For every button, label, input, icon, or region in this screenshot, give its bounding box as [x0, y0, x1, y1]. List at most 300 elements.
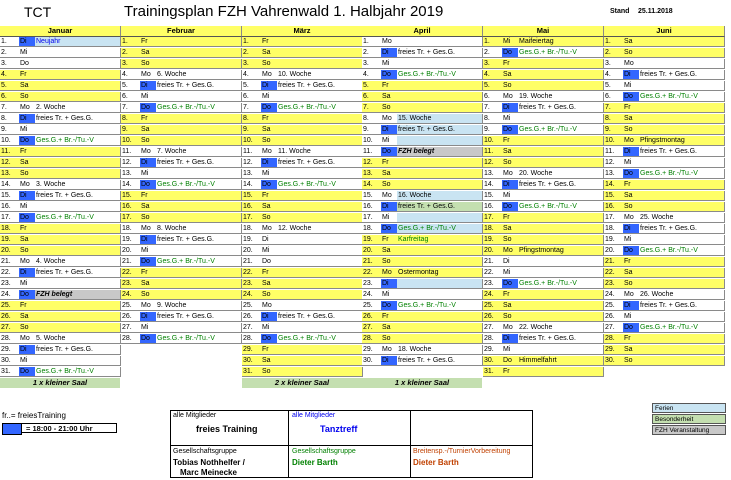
day-number: 26. [242, 312, 262, 322]
day-number: 15. [483, 191, 503, 201]
weekday: Di [261, 158, 278, 168]
weekday: Sa [381, 246, 398, 256]
stand-label: Stand [610, 8, 630, 15]
day-note [639, 59, 725, 69]
weekday: Fr [261, 268, 278, 278]
day-number: 3. [121, 59, 141, 69]
footer-alle2: alle Mitglieder [292, 412, 336, 419]
day-number: 18. [242, 224, 262, 234]
weekday: Sa [140, 48, 157, 58]
day-number: 14. [121, 180, 141, 190]
day-note [639, 37, 725, 47]
day-number: 19. [121, 235, 141, 245]
day-note [156, 290, 242, 300]
weekday: Mo [140, 224, 157, 234]
weekday: Di [502, 180, 519, 190]
weekday: Fr [19, 70, 36, 80]
weekday: Fr [261, 37, 278, 47]
day-number: 29. [604, 345, 624, 355]
day-number: 9. [0, 125, 20, 135]
day-note [397, 334, 483, 344]
legend-blue-swatch [2, 423, 22, 435]
day-note: Ges.G.+ Br.-/Tu.-V [518, 125, 604, 135]
day-number: 18. [362, 224, 382, 234]
weekday: Mi [261, 246, 278, 256]
day-note [277, 48, 363, 58]
weekday: Do [140, 334, 157, 344]
day-number: 12. [242, 158, 262, 168]
day-note: freies Tr. + Ges.G. [277, 312, 363, 322]
weekday: So [502, 158, 519, 168]
weekday: So [261, 59, 278, 69]
day-number: 7. [0, 103, 20, 113]
day-number: 29. [483, 345, 503, 355]
day-note: 20. Woche [518, 169, 604, 179]
day-note [518, 312, 604, 322]
day-note [518, 301, 604, 311]
weekday: Mi [502, 114, 519, 124]
day-note [518, 147, 604, 157]
weekday: Do [502, 202, 519, 212]
day-number: 9. [604, 125, 624, 135]
day-note: Ges.G.+ Br.-/Tu.-V [277, 103, 363, 113]
weekday: Mo [381, 114, 398, 124]
weekday: Mo [623, 59, 640, 69]
day-number: 14. [242, 180, 262, 190]
weekday: So [623, 279, 640, 289]
page-title: Trainingsplan FZH Vahrenwald 1. Halbjahr 2019 [124, 3, 444, 20]
weekday: So [623, 125, 640, 135]
weekday: Mi [381, 213, 398, 223]
weekday: Mo [623, 213, 640, 223]
day-note: Himmelfahrt [518, 356, 604, 366]
weekday: Sa [502, 147, 519, 157]
weekday: So [261, 136, 278, 146]
footer-ges1: Gesellschaftsgruppe [173, 448, 237, 455]
day-note: freies Tr. + Ges.G. [518, 334, 604, 344]
day-note [518, 81, 604, 91]
weekday: So [19, 169, 36, 179]
weekday: Mi [381, 59, 398, 69]
day-note [156, 279, 242, 289]
day-number: 26. [604, 312, 624, 322]
day-number: 28. [362, 334, 382, 344]
day-note: Ges.G.+ Br.-/Tu.-V [35, 367, 121, 377]
day-note [156, 202, 242, 212]
weekday: Fr [381, 235, 398, 245]
day-note: Ges.G.+ Br.-/Tu.-V [35, 136, 121, 146]
day-number: 3. [604, 59, 624, 69]
day-number: 3. [362, 59, 382, 69]
day-note: 8. Woche [156, 224, 242, 234]
weekday: Fr [381, 81, 398, 91]
day-number: 11. [0, 147, 20, 157]
day-note: freies Tr. + Ges.G. [35, 191, 121, 201]
day-number: 23. [242, 279, 262, 289]
day-note [35, 301, 121, 311]
day-note [277, 356, 363, 366]
day-number: 29. [0, 345, 20, 355]
weekday: Di [381, 202, 398, 212]
day-note [397, 136, 483, 146]
weekday: Fr [19, 301, 36, 311]
weekday: So [140, 59, 157, 69]
weekday: Mi [19, 356, 36, 366]
day-note [35, 279, 121, 289]
day-number: 26. [0, 312, 20, 322]
day-note [35, 158, 121, 168]
weekday: Di [140, 158, 157, 168]
day-number: 30. [0, 356, 20, 366]
day-number: 10. [483, 136, 503, 146]
day-note [277, 279, 363, 289]
day-note: 4. Woche [35, 257, 121, 267]
weekday: Di [140, 81, 157, 91]
footer-grid-v2 [410, 410, 411, 478]
weekday: Di [502, 103, 519, 113]
day-number: 11. [242, 147, 262, 157]
day-note [35, 312, 121, 322]
footer-ges1-names: Tobias Nothhelfer / [173, 458, 245, 467]
day-note [277, 125, 363, 135]
weekday: Mo [502, 246, 519, 256]
legend-fzh: FZH Veranstaltung [652, 425, 726, 435]
day-note [397, 257, 483, 267]
weekday: So [140, 136, 157, 146]
day-note [35, 70, 121, 80]
weekday: Do [140, 257, 157, 267]
weekday: Di [19, 37, 36, 47]
day-note [156, 48, 242, 58]
weekday: Sa [623, 345, 640, 355]
day-note: Ges.G.+ Br.-/Tu.-V [156, 103, 242, 113]
day-note [277, 323, 363, 333]
day-number: 20. [483, 246, 503, 256]
weekday: So [140, 290, 157, 300]
day-number: 3. [242, 59, 262, 69]
day-note [277, 257, 363, 267]
day-note [518, 257, 604, 267]
day-number: 4. [483, 70, 503, 80]
day-number: 8. [604, 114, 624, 124]
day-note: freies Tr. + Ges.G. [639, 147, 725, 157]
weekday: Fr [261, 114, 278, 124]
day-number: 4. [0, 70, 20, 80]
day-number: 26. [121, 312, 141, 322]
day-number: 8. [483, 114, 503, 124]
day-number: 5. [483, 81, 503, 91]
day-number: 4. [121, 70, 141, 80]
day-note [35, 246, 121, 256]
day-number: 23. [362, 279, 382, 289]
summary-april: 1 x kleiner Saal [362, 378, 482, 388]
weekday: Mo [140, 70, 157, 80]
legend-besonderheit: Besonderheit [652, 414, 726, 424]
weekday: Di [19, 191, 36, 201]
weekday: Fr [623, 180, 640, 190]
weekday: Mi [623, 158, 640, 168]
day-number: 9. [362, 125, 382, 135]
day-number: 1. [242, 37, 262, 47]
day-note [277, 246, 363, 256]
day-number: 20. [604, 246, 624, 256]
weekday: Fr [502, 59, 519, 69]
day-note: freies Tr. + Ges.G. [397, 356, 483, 366]
day-note: Ges.G.+ Br.-/Tu.-V [518, 202, 604, 212]
day-note: freies Tr. + Ges.G. [277, 81, 363, 91]
day-note: Ges.G.+ Br.-/Tu.-V [277, 334, 363, 344]
day-number: 2. [483, 48, 503, 58]
day-note [35, 356, 121, 366]
weekday: Sa [502, 301, 519, 311]
day-note [35, 48, 121, 58]
day-note [397, 246, 483, 256]
day-note: Ges.G.+ Br.-/Tu.-V [156, 257, 242, 267]
day-number: 20. [121, 246, 141, 256]
day-note: 25. Woche [639, 213, 725, 223]
weekday: So [381, 103, 398, 113]
day-note: 22. Woche [518, 323, 604, 333]
day-note: freies Tr. + Ges.G. [156, 312, 242, 322]
day-number: 20. [0, 246, 20, 256]
day-number: 10. [604, 136, 624, 146]
weekday: Mo [19, 180, 36, 190]
day-note [639, 114, 725, 124]
day-note: Ges.G.+ Br.-/Tu.-V [156, 334, 242, 344]
day-number: 2. [362, 48, 382, 58]
day-note: Pfingstmontag [639, 136, 725, 146]
footer-grid-v1 [288, 410, 289, 478]
day-number: 25. [242, 301, 262, 311]
day-note [156, 125, 242, 135]
day-note [35, 59, 121, 69]
weekday: Fr [19, 147, 36, 157]
month-header: Februar [121, 26, 242, 37]
day-number: 21. [242, 257, 262, 267]
weekday: Do [19, 290, 36, 300]
day-number: 14. [604, 180, 624, 190]
day-number: 23. [483, 279, 503, 289]
day-note [518, 136, 604, 146]
day-note: 10. Woche [277, 70, 363, 80]
weekday: So [623, 202, 640, 212]
weekday: Fr [140, 191, 157, 201]
day-note [518, 114, 604, 124]
day-number: 29. [242, 345, 262, 355]
weekday: Do [19, 59, 36, 69]
day-note [639, 356, 725, 366]
day-number: 21. [483, 257, 503, 267]
footer-freies: freies Training [196, 424, 258, 434]
weekday: Di [623, 70, 640, 80]
day-number: 8. [121, 114, 141, 124]
day-note [397, 279, 483, 289]
day-number: 16. [362, 202, 382, 212]
day-note [397, 312, 483, 322]
day-number: 1. [121, 37, 141, 47]
day-number: 30. [362, 356, 382, 366]
day-note: freies Tr. + Ges.G. [397, 202, 483, 212]
day-number: 24. [121, 290, 141, 300]
weekday: Mi [19, 279, 36, 289]
day-note: freies Tr. + Ges.G. [156, 81, 242, 91]
weekday: Di [623, 147, 640, 157]
day-number: 2. [0, 48, 20, 58]
day-number: 7. [362, 103, 382, 113]
day-note [518, 59, 604, 69]
day-number: 27. [242, 323, 262, 333]
weekday: Do [623, 169, 640, 179]
day-number: 22. [242, 268, 262, 278]
weekday: Di [502, 334, 519, 344]
weekday: Di [261, 235, 278, 245]
day-note [277, 136, 363, 146]
day-note: Ges.G.+ Br.-/Tu.-V [397, 70, 483, 80]
weekday: Do [502, 125, 519, 135]
day-note [156, 59, 242, 69]
day-number: 24. [0, 290, 20, 300]
day-number: 19. [0, 235, 20, 245]
day-number: 21. [121, 257, 141, 267]
day-note [639, 125, 725, 135]
day-note [397, 92, 483, 102]
footer-grid-h [170, 445, 533, 446]
day-number: 25. [121, 301, 141, 311]
weekday: So [381, 334, 398, 344]
day-note [277, 301, 363, 311]
day-note [397, 180, 483, 190]
day-number: 12. [0, 158, 20, 168]
weekday: Mo [19, 257, 36, 267]
day-note [397, 37, 483, 47]
day-note [518, 235, 604, 245]
day-number: 29. [362, 345, 382, 355]
weekday: Fr [140, 114, 157, 124]
day-number: 12. [121, 158, 141, 168]
day-number: 11. [483, 147, 503, 157]
weekday: Mi [502, 37, 519, 47]
day-note [277, 268, 363, 278]
weekday: Do [261, 103, 278, 113]
day-note [397, 158, 483, 168]
day-number: 4. [362, 70, 382, 80]
footer-breit-name: Dieter Barth [413, 458, 459, 467]
day-note [277, 169, 363, 179]
weekday: Sa [140, 125, 157, 135]
day-number: 10. [242, 136, 262, 146]
weekday: Sa [19, 312, 36, 322]
day-number: 20. [362, 246, 382, 256]
weekday: So [261, 213, 278, 223]
weekday: Di [623, 224, 640, 234]
weekday: Mi [261, 92, 278, 102]
day-number: 31. [0, 367, 20, 377]
weekday: Di [623, 301, 640, 311]
month-header: Januar [0, 26, 121, 37]
day-number: 28. [242, 334, 262, 344]
day-note [35, 169, 121, 179]
day-note: 15. Woche [397, 114, 483, 124]
weekday: Sa [381, 323, 398, 333]
weekday: Do [502, 48, 519, 58]
day-number: 26. [362, 312, 382, 322]
weekday: Sa [261, 279, 278, 289]
day-number: 6. [362, 92, 382, 102]
day-note [35, 235, 121, 245]
weekday: Fr [502, 367, 519, 377]
org-title: TCT [24, 4, 52, 20]
day-note [639, 103, 725, 113]
day-number: 4. [604, 70, 624, 80]
weekday: Do [381, 70, 398, 80]
day-number: 19. [362, 235, 382, 245]
day-number: 28. [0, 334, 20, 344]
day-number: 8. [0, 114, 20, 124]
weekday: Di [381, 279, 398, 289]
weekday: Fr [502, 213, 519, 223]
day-note [35, 147, 121, 157]
day-note [397, 213, 483, 223]
day-note [277, 191, 363, 201]
day-number: 27. [0, 323, 20, 333]
day-note: freies Tr. + Ges.G. [518, 103, 604, 113]
day-number: 13. [604, 169, 624, 179]
day-number: 12. [604, 158, 624, 168]
day-note [277, 114, 363, 124]
day-number: 26. [483, 312, 503, 322]
weekday: Do [502, 279, 519, 289]
weekday: Di [381, 356, 398, 366]
footer-tanz: Tanztreff [320, 424, 358, 434]
day-number: 1. [604, 37, 624, 47]
weekday: Di [502, 257, 519, 267]
weekday: Do [381, 147, 398, 157]
weekday: Sa [261, 202, 278, 212]
day-note [518, 290, 604, 300]
day-number: 4. [242, 70, 262, 80]
day-number: 8. [242, 114, 262, 124]
weekday: Mo [502, 92, 519, 102]
weekday: Mo [261, 224, 278, 234]
day-note: freies Tr. + Ges.G. [639, 224, 725, 234]
day-note [35, 224, 121, 234]
day-note [639, 345, 725, 355]
day-note [639, 48, 725, 58]
day-number: 28. [121, 334, 141, 344]
day-note [518, 268, 604, 278]
day-number: 6. [242, 92, 262, 102]
day-note: 18. Woche [397, 345, 483, 355]
weekday: Mi [381, 290, 398, 300]
day-number: 6. [121, 92, 141, 102]
weekday: Do [502, 356, 519, 366]
day-number: 16. [121, 202, 141, 212]
day-number: 13. [0, 169, 20, 179]
day-note [277, 59, 363, 69]
day-note [156, 169, 242, 179]
day-note: 5. Woche [35, 334, 121, 344]
weekday: Sa [19, 81, 36, 91]
weekday: Fr [381, 312, 398, 322]
day-note [518, 191, 604, 201]
day-note: freies Tr. + Ges.G. [639, 70, 725, 80]
day-number: 9. [121, 125, 141, 135]
stand-date: 25.11.2018 [638, 8, 673, 15]
day-note [35, 92, 121, 102]
day-number: 6. [604, 92, 624, 102]
weekday: Mo [502, 169, 519, 179]
day-note: Neujahr [35, 37, 121, 47]
